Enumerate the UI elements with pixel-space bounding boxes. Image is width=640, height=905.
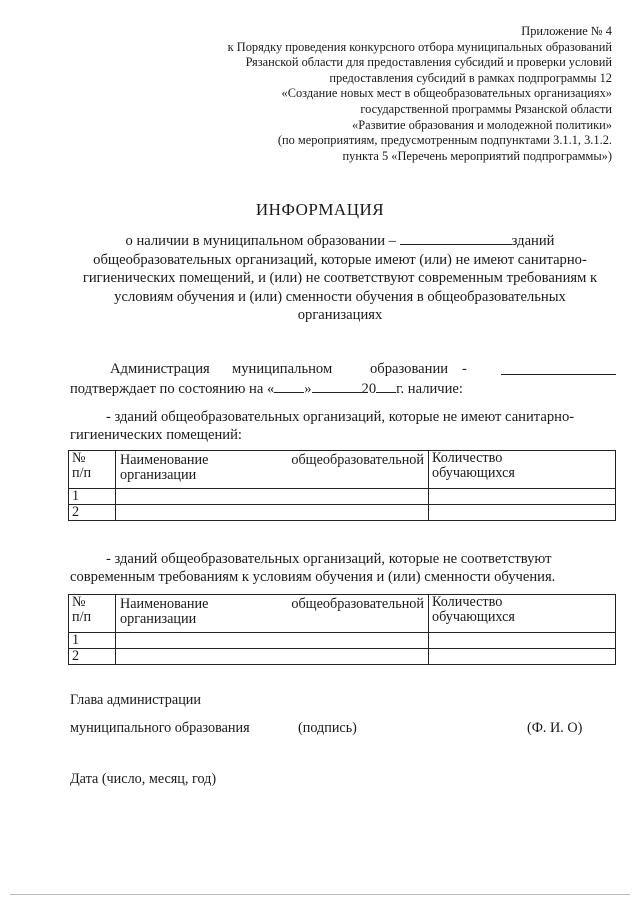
col-number-header: № п/п: [69, 451, 116, 489]
schools-table-2: [68, 594, 616, 665]
section1-line: гигиенических помещений:: [70, 427, 242, 443]
appendix-line: (по мероприятиям, предусмотренным подпунктами 3.1.1, 3.1.2.: [277, 133, 612, 148]
municipality-blank: [501, 360, 616, 375]
col-number-header: № п/п: [69, 595, 116, 633]
row-count-cell[interactable]: [429, 649, 616, 665]
row-count-cell[interactable]: [429, 489, 616, 505]
col-count-header: Количество обучающихся: [429, 595, 616, 633]
row-number: 1: [69, 633, 116, 649]
row-name-cell[interactable]: [116, 489, 429, 505]
admin-word: -: [462, 361, 467, 377]
subtitle-line: организациях: [297, 307, 383, 323]
appendix-line: «Развитие образования и молодежной политики»: [352, 117, 612, 132]
day-blank: [274, 378, 304, 393]
admin-word: образовании: [370, 361, 449, 377]
year-blank: [376, 378, 396, 393]
admin-word: муниципальном: [232, 361, 333, 377]
appendix-line: Приложение № 4: [521, 24, 612, 38]
subtitle-line: гигиенических помещений, и (или) не соответствуют современным требованиям к: [82, 270, 598, 286]
row-name-cell[interactable]: [116, 505, 429, 521]
row-number: 2: [69, 505, 116, 521]
month-blank: [312, 378, 362, 393]
section1-line: - зданий общеобразовательных организаций, которые не имеют санитарно-: [106, 409, 575, 425]
document-subtitle: [60, 230, 620, 325]
signature-municipal: муниципального образования: [70, 720, 250, 736]
table-row: [69, 489, 616, 505]
admin-word: Администрация: [110, 361, 210, 377]
table-header-row: [69, 595, 616, 633]
signature-fio: (Ф. И. О): [527, 720, 583, 736]
section2-line: современным требованиям к условиям обучения и (или) сменности обучения.: [70, 569, 556, 585]
subtitle-line: условиям обучения и (или) сменности обучения в общеобразовательных: [114, 288, 566, 305]
appendix-header: [172, 24, 612, 164]
admin-date-line: подтверждает по состоянию на « » 20 г. наличие:: [70, 378, 463, 398]
row-count-cell[interactable]: [429, 633, 616, 649]
appendix-line: предоставления субсидий в рамках подпрограммы 12: [329, 70, 612, 85]
signature-date: Дата (число, месяц, год): [70, 771, 217, 787]
row-name-cell[interactable]: [116, 649, 429, 665]
table-row: [69, 649, 616, 665]
col-name-header: Наименование общеобразовательной организации: [116, 451, 429, 489]
appendix-line: «Создание новых мест в общеобразовательных организациях»: [281, 86, 612, 101]
row-number: 2: [69, 649, 116, 665]
appendix-line: к Порядку проведения конкурсного отбора муниципальных образований: [227, 39, 612, 54]
subtitle-text: зданий: [511, 233, 555, 249]
col-count-header: Количество обучающихся: [429, 451, 616, 489]
signature-sign: (подпись): [298, 720, 357, 736]
col-name-header: Наименование общеобразовательной организации: [116, 595, 429, 633]
row-number: 1: [69, 489, 116, 505]
row-name-cell[interactable]: [116, 633, 429, 649]
appendix-line: Рязанской области для предоставления субсидий и проверки условий: [245, 55, 612, 70]
page-bottom-rule: [10, 894, 630, 895]
row-count-cell[interactable]: [429, 505, 616, 521]
appendix-line: пункта 5 «Перечень мероприятий подпрограммы»): [342, 148, 612, 163]
appendix-line: государственной программы Рязанской области: [360, 101, 612, 116]
subtitle-text: о наличии в муниципальном образовании –: [125, 233, 396, 249]
table-header-row: [69, 451, 616, 489]
document-title: ИНФОРМАЦИЯ: [255, 200, 385, 219]
table-row: [69, 633, 616, 649]
schools-table-1: [68, 450, 616, 521]
subtitle-line: общеобразовательных организаций, которые имеют (или) не имеют санитарно-: [93, 251, 587, 268]
signature-head: Глава администрации: [70, 692, 201, 708]
municipality-blank: [400, 230, 512, 245]
table-row: [69, 505, 616, 521]
section2-line: - зданий общеобразовательных организаций, которые не соответствуют: [106, 551, 552, 567]
